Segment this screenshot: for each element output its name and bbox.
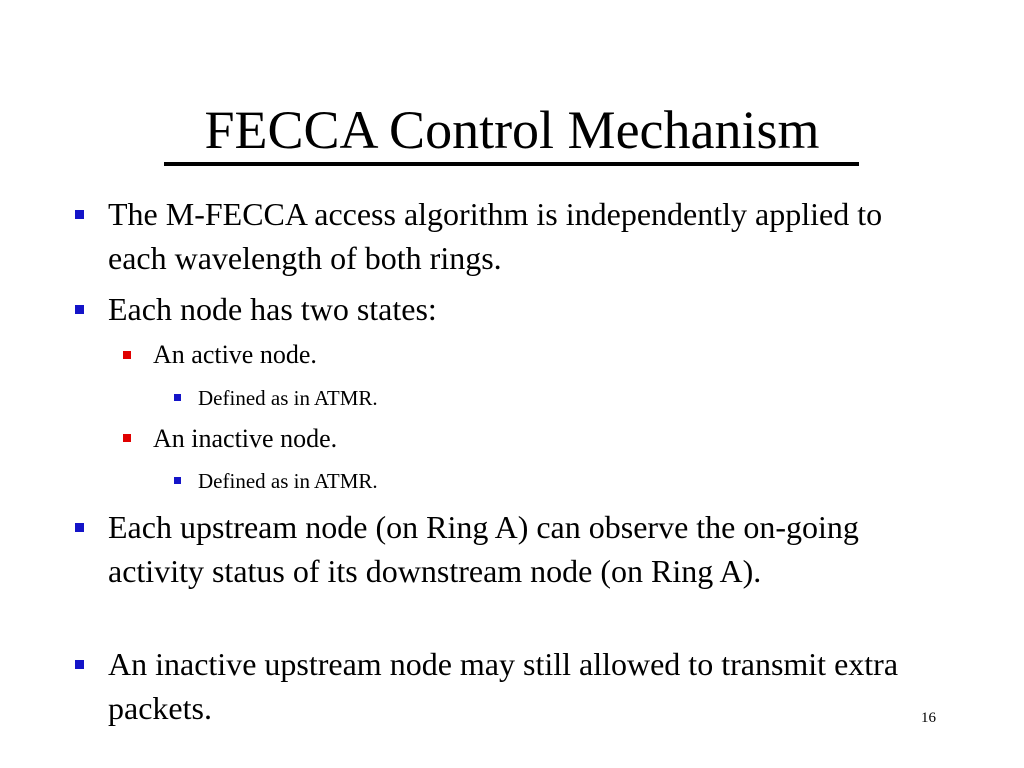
bullet-marker-l3 [174,477,181,484]
bullet-l1: Each node has two states: [108,291,437,327]
bullet-l3: Defined as in ATMR. [198,469,378,493]
bullet-marker-l1 [75,660,84,669]
bullet-l2: An active node. [153,340,317,369]
bullet-marker-l2 [123,351,131,359]
bullet-marker-l3 [174,394,181,401]
title-underline [164,162,859,166]
slide-number: 16 [921,710,936,726]
bullet-l3: Defined as in ATMR. [198,386,378,410]
bullet-marker-l1 [75,523,84,532]
bullet-marker-l1 [75,210,84,219]
slide-title: FECCA Control Mechanism [204,100,820,160]
bullet-l1: The M-FECCA access algorithm is independently applied to each wavelength of both rings. [108,196,883,276]
bullet-l1: Each upstream node (on Ring A) can observe the on-going activity status of its downstream node (on Ring A). [108,509,859,589]
bullet-marker-l2 [123,434,131,442]
bullet-l2: An inactive node. [153,424,338,453]
bullet-marker-l1 [75,305,84,314]
bullet-l1: An inactive upstream node may still allowed to transmit extra packets. [108,646,899,726]
